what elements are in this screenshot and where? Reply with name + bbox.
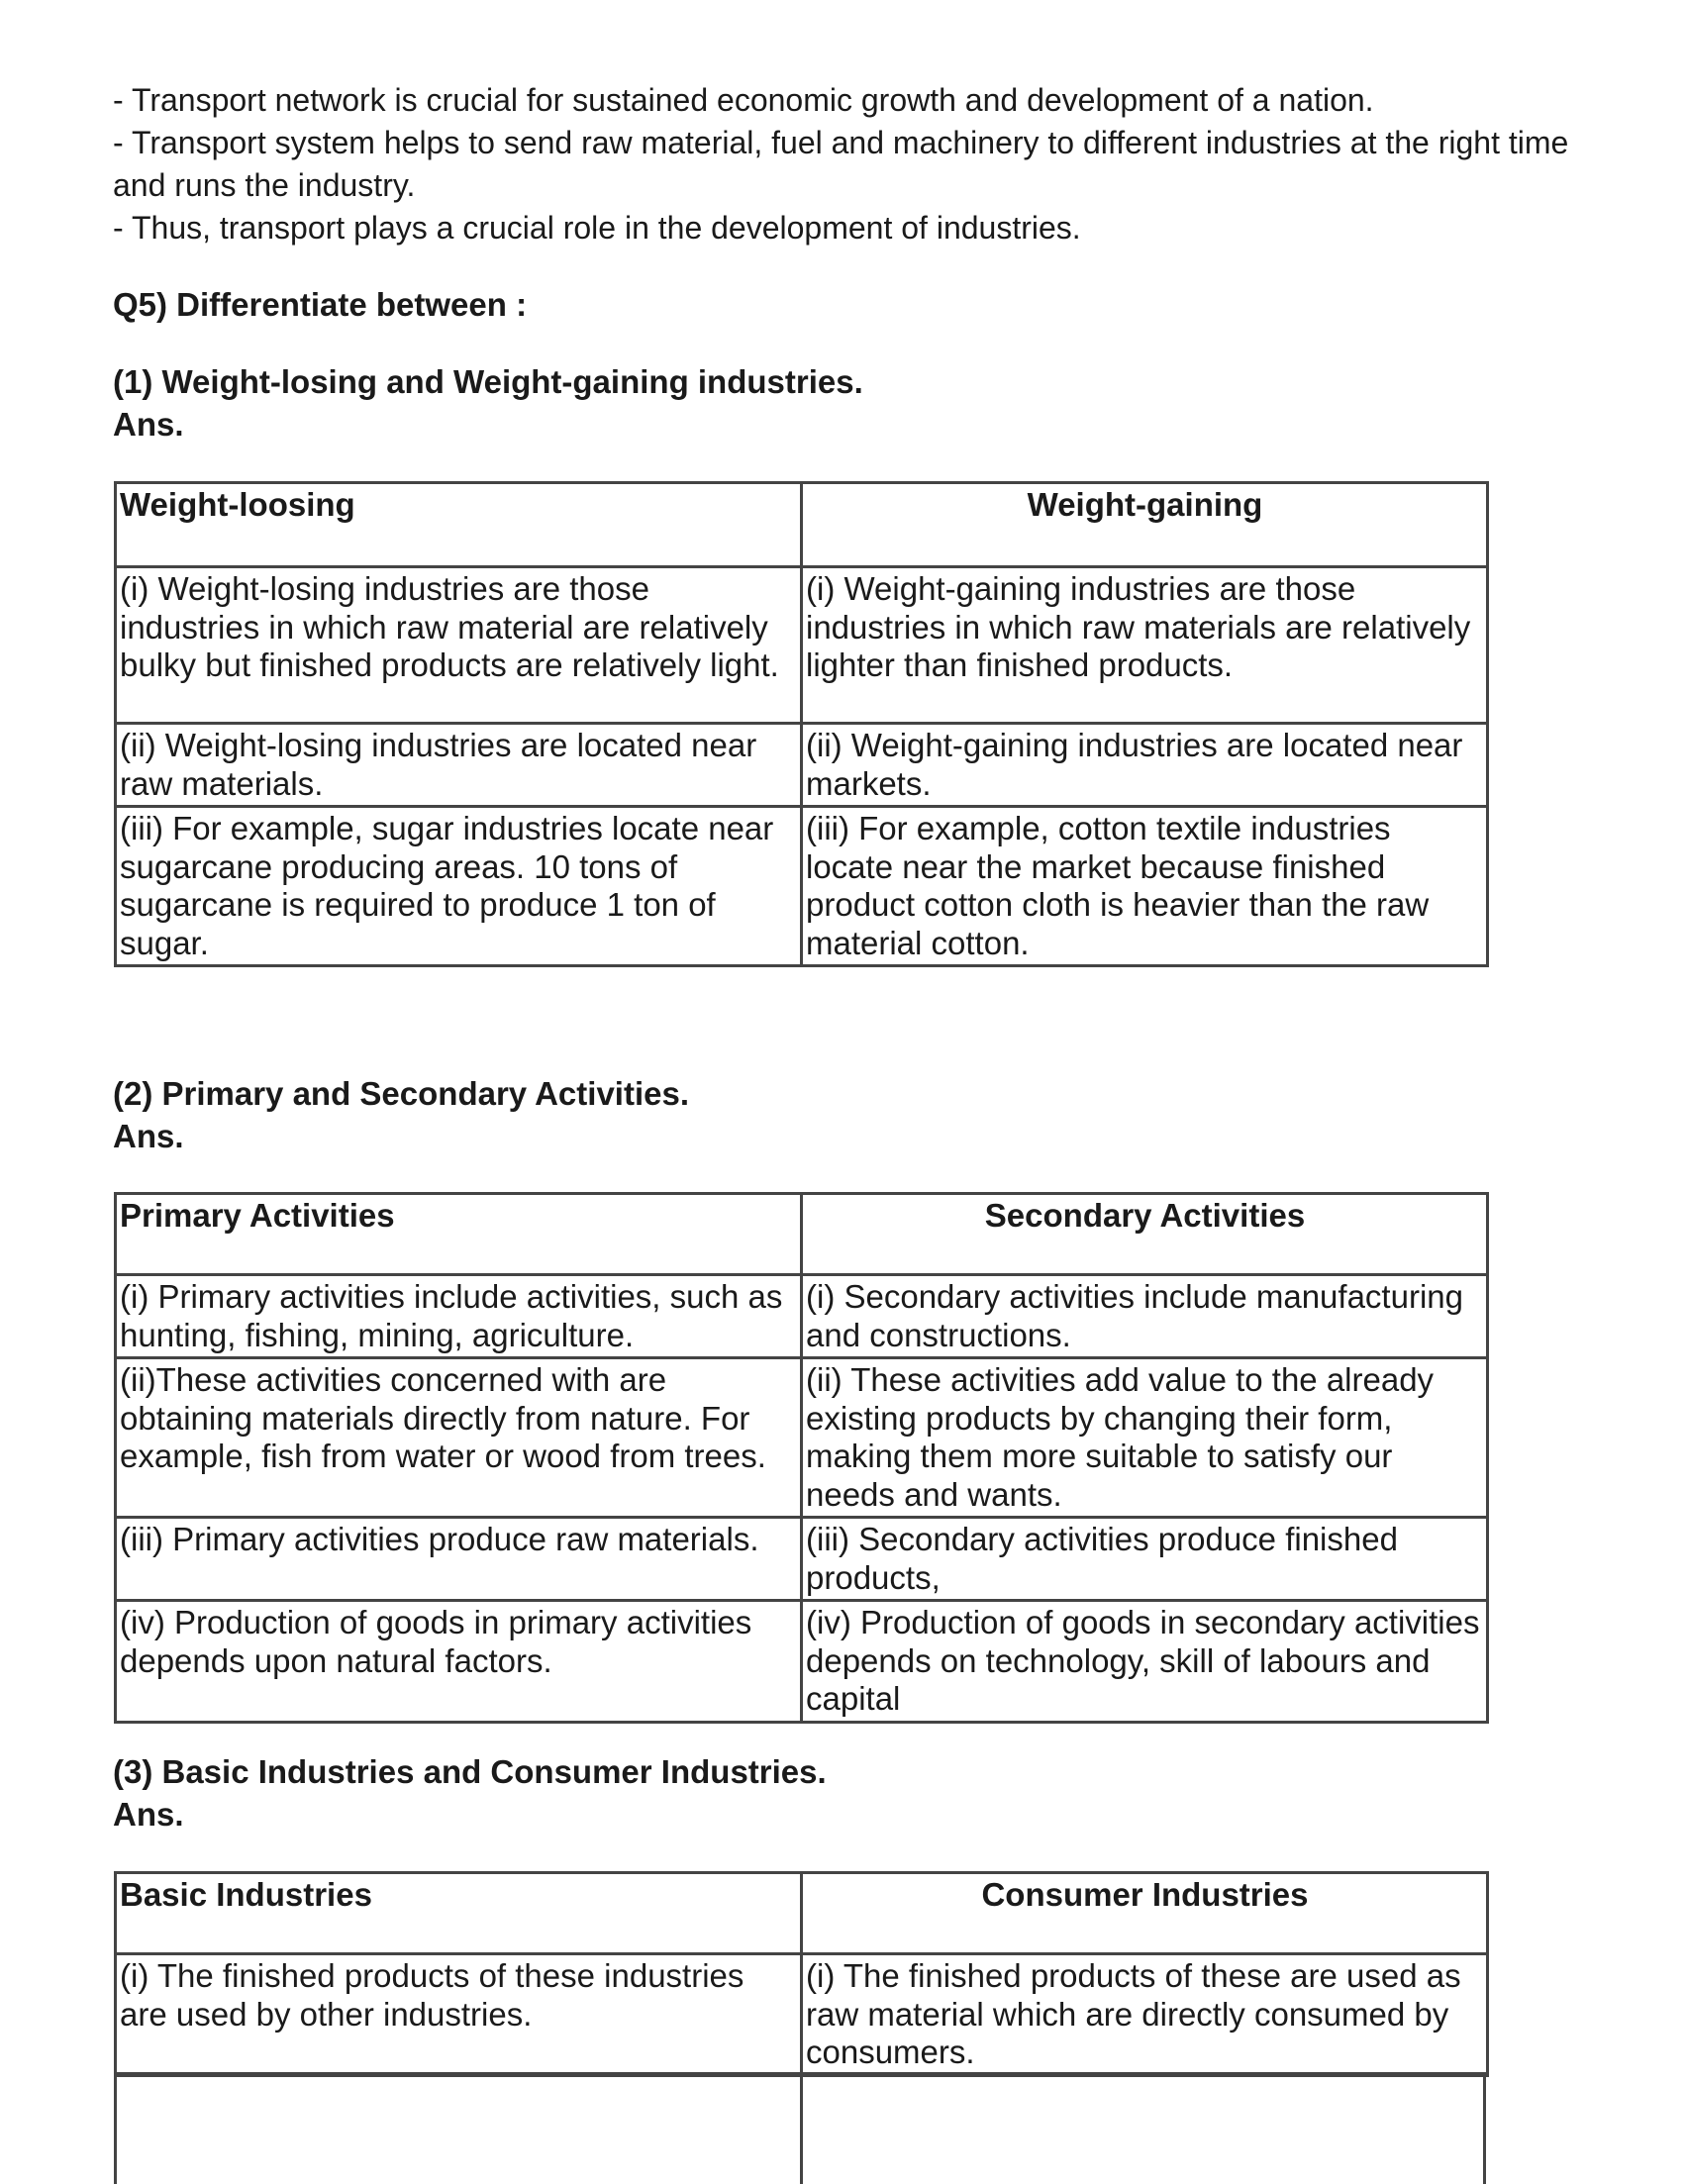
table-cell: (i) The finished products of these industries are used by other industries. <box>117 1955 803 2077</box>
table-row <box>117 725 1489 808</box>
table-cell: (i) The finished products of these are used as raw material which are directly consumed by consumers. <box>803 1955 1489 2077</box>
question-heading: Q5) Differentiate between : <box>113 286 528 323</box>
column-header-right: Secondary Activities <box>803 1195 1489 1276</box>
table-cell: (ii) Weight-gaining industries are located near markets. <box>803 725 1489 808</box>
bullet-line: - Thus, transport plays a crucial role in the development of industries. <box>113 210 1081 246</box>
section-title: (3) Basic Industries and Consumer Industries. <box>113 1753 827 1790</box>
table-row <box>117 1602 1489 1724</box>
table-border <box>800 2075 803 2184</box>
table-cell: (ii) These activities add value to the already existing products by changing their form, making them more suitable to satisfy our needs and wants. <box>803 1359 1489 1519</box>
table-row <box>117 808 1489 967</box>
table-cell: (i) Primary activities include activities, such as hunting, fishing, mining, agriculture. <box>117 1276 803 1359</box>
table-row <box>117 1276 1489 1359</box>
column-header-left: Basic Industries <box>117 1874 803 1955</box>
table-border <box>114 2075 117 2184</box>
bullet-line: - Transport system helps to send raw material, fuel and machinery to different industries at the right time and runs the industry. <box>113 125 1569 203</box>
bullet-line: - Transport network is crucial for sustained economic growth and development of a nation. <box>113 82 1374 118</box>
comparison-table <box>114 1871 1489 2077</box>
column-header-left: Primary Activities <box>117 1195 803 1276</box>
table-row <box>117 1955 1489 2077</box>
table-cell: (ii) Weight-losing industries are located near raw materials. <box>117 725 803 808</box>
column-header-left: Weight-loosing <box>117 484 803 568</box>
section-title: (2) Primary and Secondary Activities. <box>113 1075 689 1112</box>
intro-bullets <box>113 79 1578 249</box>
answer-label: Ans. <box>113 406 184 443</box>
table-continuation <box>114 2072 1486 2184</box>
table-cell: (iv) Production of goods in primary activities depends upon natural factors. <box>117 1602 803 1724</box>
comparison-table <box>114 1192 1489 1724</box>
table-row <box>117 568 1489 725</box>
answer-label: Ans. <box>113 1118 184 1154</box>
table-cell: (i) Weight-losing industries are those industries in which raw material are relatively bulky but finished products are relatively light. <box>117 568 803 725</box>
section-title: (1) Weight-losing and Weight-gaining industries. <box>113 363 863 400</box>
table-cell: (iii) For example, sugar industries locate near sugarcane producing areas. 10 tons of sugarcane is required to produce 1 ton of sugar. <box>117 808 803 967</box>
column-header-right: Weight-gaining <box>803 484 1489 568</box>
comparison-table <box>114 481 1489 967</box>
table-cell: (ii)These activities concerned with are obtaining materials directly from nature. For example, fish from water or wood from trees. <box>117 1359 803 1519</box>
answer-label: Ans. <box>113 1796 184 1833</box>
table-cell: (iii) For example, cotton textile industries locate near the market because finished product cotton cloth is heavier than the raw material cotton. <box>803 808 1489 967</box>
table-cell: (iv) Production of goods in secondary activities depends on technology, skill of labours and capital <box>803 1602 1489 1724</box>
table-row <box>117 1519 1489 1602</box>
table-header-row <box>117 1874 1489 1955</box>
column-header-right: Consumer Industries <box>803 1874 1489 1955</box>
table-cell: (iii) Primary activities produce raw materials. <box>117 1519 803 1602</box>
table-cell: (i) Secondary activities include manufacturing and constructions. <box>803 1276 1489 1359</box>
table-header-row <box>117 1195 1489 1276</box>
table-header-row <box>117 484 1489 568</box>
table-cell: (i) Weight-gaining industries are those industries in which raw materials are relatively lighter than finished products. <box>803 568 1489 725</box>
table-border <box>1483 2075 1486 2184</box>
table-cell: (iii) Secondary activities produce finished products, <box>803 1519 1489 1602</box>
table-row <box>117 1359 1489 1519</box>
